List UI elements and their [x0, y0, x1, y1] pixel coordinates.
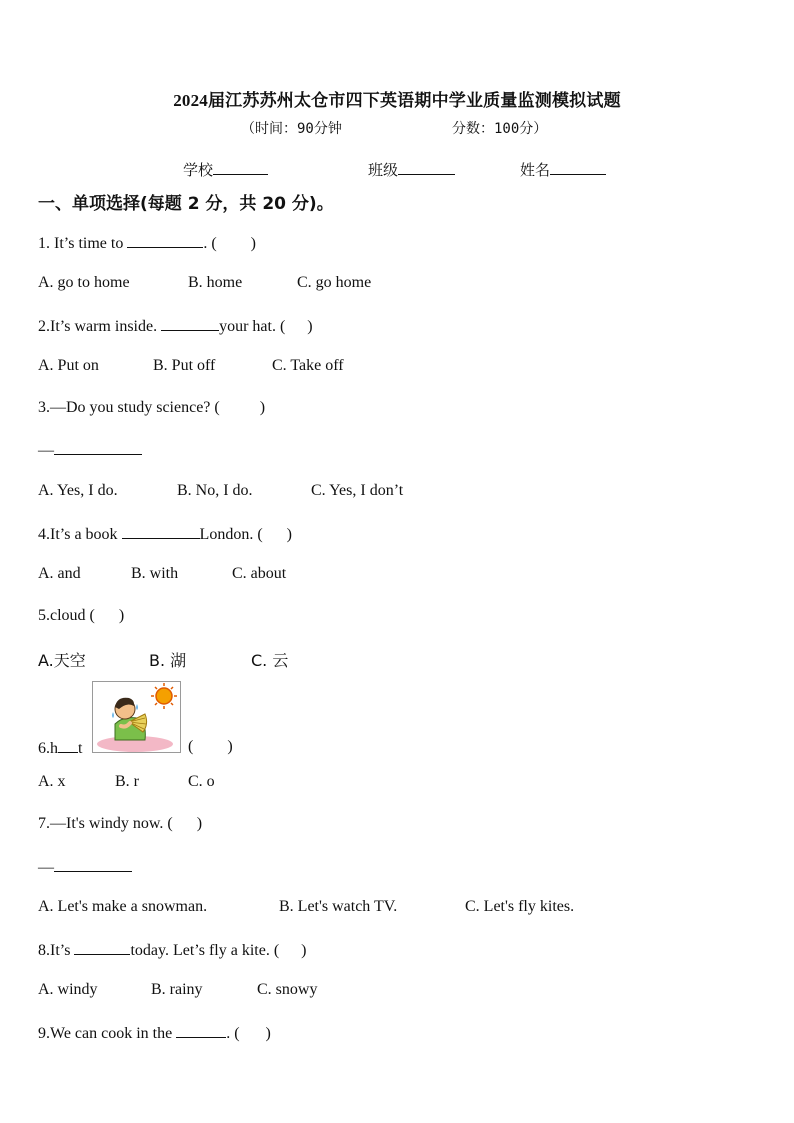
name-label: 姓名	[520, 161, 551, 179]
school-blank[interactable]	[213, 160, 268, 175]
question-1	[38, 233, 256, 253]
question-7-reply-blank[interactable]	[54, 857, 132, 872]
question-3-option-a[interactable]: A. Yes, I do.	[38, 482, 118, 499]
question-4-blank[interactable]	[122, 524, 200, 539]
exam-score: 分数：100分）	[452, 121, 548, 137]
question-4-stem: 4.It’s a book	[38, 526, 118, 543]
question-3	[38, 399, 265, 417]
question-5-paren-close: )	[118, 607, 125, 624]
hot-boy-illustration	[93, 682, 180, 752]
class-field	[368, 159, 455, 180]
question-6-option-a[interactable]: A. x	[38, 773, 66, 790]
question-6-blank[interactable]	[58, 738, 78, 753]
exam-title: 2024届江苏苏州太仓市四下英语期中学业质量监测模拟试题	[173, 91, 621, 110]
question-6-option-b[interactable]: B. r	[115, 773, 139, 790]
question-8-option-a[interactable]: A. windy	[38, 981, 98, 998]
question-7-reply	[38, 857, 132, 877]
sun-icon	[151, 683, 177, 709]
question-4-stem-b: London. (	[199, 526, 263, 543]
name-field	[520, 159, 606, 180]
question-2-stem: 2.It’s warm inside.	[38, 318, 158, 335]
question-9-stem-b: . (	[226, 1025, 240, 1042]
question-5	[38, 607, 124, 625]
question-9-stem: 9.We can cook in the	[38, 1025, 173, 1042]
question-8-option-c[interactable]: C. snowy	[257, 981, 318, 998]
question-4-option-a[interactable]: A. and	[38, 565, 81, 582]
question-6-paren-close: )	[227, 738, 233, 755]
question-8-blank[interactable]	[74, 940, 130, 955]
question-7-paren-close: )	[196, 815, 203, 832]
question-7-option-c[interactable]: C. Let's fly kites.	[465, 898, 575, 915]
question-2-option-b[interactable]: B. Put off	[153, 357, 216, 374]
question-6-option-c[interactable]: C. o	[188, 773, 215, 790]
question-7-option-a[interactable]: A. Let's make a snowman.	[38, 898, 208, 915]
question-6-stem-b: t	[78, 740, 83, 757]
exam-time: （时间：90分钟	[241, 121, 342, 137]
question-3-reply	[38, 440, 142, 460]
question-7-dash: —	[38, 859, 54, 876]
question-1-blank[interactable]	[127, 233, 203, 248]
question-7	[38, 815, 202, 833]
question-7-stem: 7.—It's windy now. (	[38, 815, 173, 832]
school-field	[183, 159, 268, 180]
question-4-option-b[interactable]: B. with	[131, 565, 179, 582]
question-3-paren-close: )	[259, 399, 266, 416]
question-1-option-c[interactable]: C. go home	[297, 274, 372, 291]
question-3-reply-blank[interactable]	[54, 440, 142, 455]
question-6-stem-a: 6.h	[38, 740, 58, 757]
question-1-paren-close: )	[250, 235, 256, 252]
question-4	[38, 524, 292, 544]
question-9-blank[interactable]	[176, 1023, 226, 1038]
question-9	[38, 1023, 271, 1043]
question-6-answer-paren	[188, 738, 233, 756]
question-2-option-a[interactable]: A. Put on	[38, 357, 99, 374]
question-1-option-b[interactable]: B. home	[188, 274, 243, 291]
school-label: 学校	[183, 161, 214, 179]
question-6-paren-open: (	[188, 738, 194, 755]
question-5-option-c[interactable]: C. 云	[251, 651, 289, 670]
question-1-option-a[interactable]: A. go to home	[38, 274, 130, 291]
question-5-stem: 5.cloud (	[38, 607, 95, 624]
question-3-option-c[interactable]: C. Yes, I don’t	[311, 482, 404, 499]
question-2-option-c[interactable]: C. Take off	[272, 357, 344, 374]
question-3-option-b[interactable]: B. No, I do.	[177, 482, 253, 499]
question-9-paren-close: )	[265, 1025, 271, 1042]
class-label: 班级	[368, 161, 399, 179]
question-6	[38, 738, 82, 758]
question-7-option-b[interactable]: B. Let's watch TV.	[279, 898, 398, 915]
section-heading: 一、单项选择(每题 2 分，共 20 分)。	[38, 194, 334, 214]
question-4-paren-close: )	[286, 526, 292, 543]
question-8-stem-b: today. Let’s fly a kite. (	[130, 942, 280, 959]
question-4-option-c[interactable]: C. about	[232, 565, 287, 582]
question-2-blank[interactable]	[161, 316, 219, 331]
name-blank[interactable]	[550, 160, 606, 175]
question-5-option-a[interactable]: A.天空	[38, 651, 86, 670]
question-2-stem-b: your hat. (	[219, 318, 286, 335]
question-3-dash: —	[38, 442, 54, 459]
question-8	[38, 940, 306, 960]
question-8-stem: 8.It’s	[38, 942, 71, 959]
question-1-paren-open: . (	[203, 235, 217, 252]
question-8-option-b[interactable]: B. rainy	[151, 981, 203, 998]
question-8-paren-close: )	[301, 942, 307, 959]
class-blank[interactable]	[398, 160, 455, 175]
hot-weather-picture	[92, 681, 181, 753]
question-3-stem: 3.—Do you study science? (	[38, 399, 220, 416]
question-1-stem: 1. It’s time to	[38, 235, 124, 252]
question-2-paren-close: )	[307, 318, 313, 335]
question-5-option-b[interactable]: B. 湖	[149, 651, 187, 670]
question-2	[38, 316, 313, 336]
